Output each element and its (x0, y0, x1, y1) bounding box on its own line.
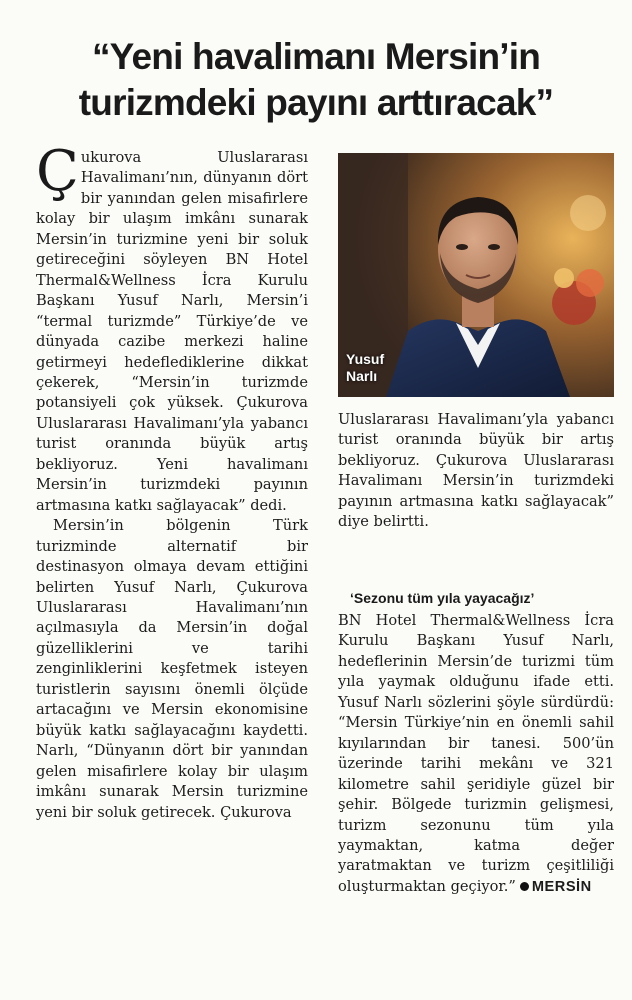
portrait-photo (338, 153, 614, 397)
article-headline (10, 34, 622, 126)
left-column (36, 139, 308, 823)
caption-first-name: Yusuf (346, 351, 385, 367)
signoff-bullet-icon (520, 882, 529, 891)
right-column-bottom (338, 611, 614, 897)
left-paragraph-2: Mersin’in bölgenin Türk turizminde alternatif bir destinasyon olmaya devam ettiğini belirten Yusuf Narlı, Çukurova Uluslararası Havalimanı’nın açılmasıyla da Mersin’in doğal güzelliklerini ve tarihi zenginliklerini keşfetmek isteyen turistlerin sayısını önemli ölçüde artacağını ve Mersin ekonomisine büyük katkı sağlayacağını kaydetti. Narlı, “Dünyanın dört bir yanından gelen misafirlere kolay bir ulaşım imkânı sunarak Mersin turizmine yeni bir soluk getirecek. Çukurova (36, 517, 308, 821)
caption-last-name: Narlı (346, 368, 378, 384)
headline-line-1: “Yeni havalimanı Mersin’in (91, 36, 541, 77)
right-column-top (338, 410, 614, 533)
section-subheading: ‘Sezonu tüm yıla yayacağız’ (350, 590, 535, 606)
signoff-location: MERSİN (531, 878, 592, 895)
headline-line-2: turizmdeki payını arttıracak” (78, 82, 554, 123)
right-paragraph-2-text: BN Hotel Thermal&Wellness İcra Kurulu Başkanı Yusuf Narlı, hedeflerinin Mersin’de turizmi tüm yıla yaymak olduğunu ifade etti. Yusuf Narlı sözlerini şöyle sürdürdü: “Mersin Türkiye’nin en önemli sahil kıyılarından bir tanesi. 500’ün üzerinde tarihi mekânı ve 321 kilometre sahil şeridiyle güzel bir şehir. Bölgede turizmin gelişmesi, turizm sezonunu tüm yıla yaymaktan, katma değer yaratmaktan ve turizm çeşitliliği oluşturmaktan geçiyor.” (338, 612, 614, 895)
left-paragraph-1-text: ukurova Uluslararası Havalimanı’nın, dünyanın dört bir yanından gelen misafirlere kolay bir ulaşım imkânı sunarak Mersin’in turizmine yeni bir soluk getireceğini söyleyen BN Hotel Thermal&Wellness İcra Kurulu Başkanı Yusuf Narlı, Mersin’i “termal turizmde” Türkiye’de ve dünyada cazibe merkezi haline getirmeyi hedeflediklerine dikkat çekerek, “Mersin’in turizmde potansiyeli çok yüksek. Çukurova Uluslararası Havalimanı’yla yabancı turist oranında büyük artış bekliyoruz. Yeni havalimanı Mersin’in turizmdeki payının artmasına katkı sağlayacak” dedi. (36, 149, 308, 514)
photo-caption (346, 351, 384, 385)
left-paragraph-1 (36, 139, 308, 516)
right-paragraph-1: Uluslararası Havalimanı’yla yabancı turist oranında büyük bir artış bekliyoruz. Çukurova Uluslararası Havalimanı Mersin’in turizmdeki payının artmasına katkı sağlayacak” diye belirtti. (338, 411, 614, 531)
drop-cap: Ç (36, 139, 79, 204)
right-paragraph-2 (338, 611, 614, 897)
